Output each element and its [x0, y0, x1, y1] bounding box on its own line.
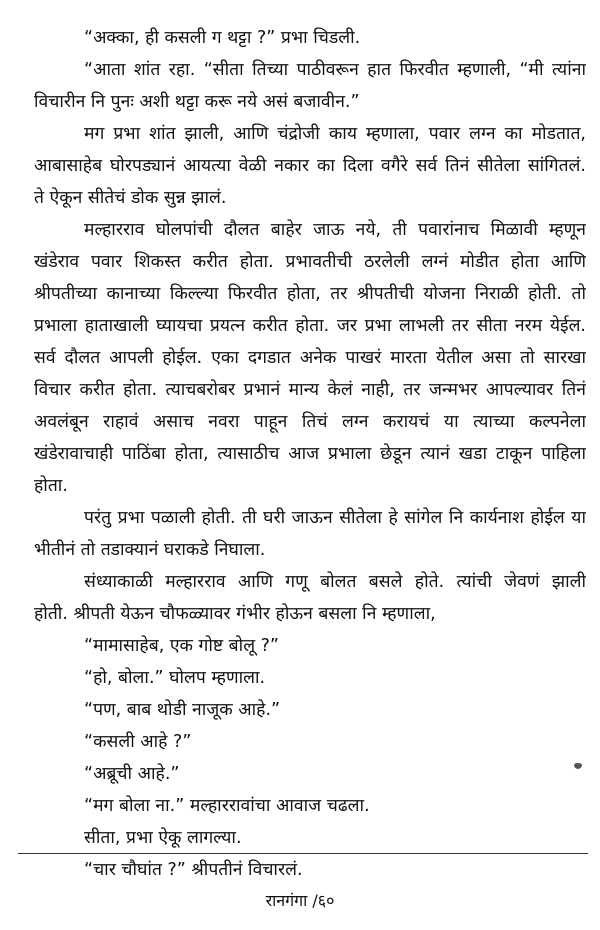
text-line: खंडेरावाचाही पाठिंबा होता, त्यासाठीच आज प्रभाला छेडून त्यानं खडा टाकून पाहिला: [34, 444, 586, 464]
text-line: विचार करीत होता. त्याचबरोबर प्रभानं मान्य केलं नाही, तर जन्मभर आपल्यावर तिनं: [34, 380, 586, 400]
text-line: “अक्का, ही कसली ग थट्टा ?” प्रभा चिडली.: [84, 28, 361, 48]
page-body-text: [34, 22, 586, 886]
text-line: भीतीनं तो तडाक्यानं घराकडे निघाला.: [34, 540, 266, 560]
text-line: होती. श्रीपती येऊन चौफळ्यावर गंभीर होऊन बसला नि म्हणाला,: [34, 604, 436, 624]
text-line: सीता, प्रभा ऐकू लागल्या.: [84, 828, 242, 848]
text-line: संध्याकाळी मल्हारराव आणि गणू बोलत बसले होते. त्यांची जेवणं झाली: [84, 572, 586, 592]
text-line: परंतु प्रभा पळाली होती. ती घरी जाऊन सीतेला हे सांगेल नि कार्यनाश होईल या: [84, 508, 586, 528]
text-line: अवलंबून राहावं असाच नवरा पाहून तिचं लग्न करायचं या त्याच्या कल्पनेला: [34, 412, 586, 432]
text-line: विचारीन नि पुनः अशी थट्टा करू नये असं बजावीन.”: [34, 92, 360, 112]
text-line: सर्व दौलत आपली होईल. एका दगडात अनेक पाखरं मारता येतील असा तो सारखा: [34, 348, 586, 368]
text-line: श्रीपतीच्या कानाच्या किल्ल्या फिरवीत होता, तर श्रीपतीची योजना निराळी होती. तो: [34, 284, 586, 304]
text-line: “आता शांत रहा. “सीता तिच्या पाठीवरून हात फिरवीत म्हणाली, “मी त्यांना: [84, 60, 586, 80]
text-line: प्रभाला हाताखाली घ्यायचा प्रयत्न करीत होता. जर प्रभा लाभली तर सीता नरम येईल.: [34, 316, 586, 336]
text-line: “पण, बाब थोडी नाजूक आहे.”: [84, 700, 281, 720]
text-line: खंडेराव पवार शिकस्त करीत होता. प्रभावतीची ठरलेली लग्नं मोडीत होता आणि: [34, 252, 586, 272]
text-line: आबासाहेब घोरपड्यानं आयत्या वेळी नकार का दिला वगैरे सर्व तिनं सीतेला सांगितलं.: [34, 156, 586, 176]
text-line: मल्हारराव घोलपांची दौलत बाहेर जाऊ नये, ती पवारांनाच मिळावी म्हणून: [84, 220, 586, 240]
page-footer: रानगंगा /६०: [265, 891, 335, 910]
text-line: “हो, बोला.” घोलप म्हणाला.: [84, 668, 266, 688]
text-line: ते ऐकून सीतेचं डोक सुन्न झालं.: [34, 188, 227, 208]
text-line: मग प्रभा शांत झाली, आणि चंद्रोजी काय म्हणाला, पवार लग्न का मोडतात,: [84, 124, 586, 144]
footer-rule: [18, 853, 588, 854]
text-line: “अब्रूची आहे.”: [84, 764, 180, 784]
text-line: होता.: [34, 476, 68, 496]
text-line: “चार चौघांत ?” श्रीपतीनं विचारलं.: [84, 860, 303, 880]
text-line: “कसली आहे ?”: [84, 732, 192, 752]
text-line: “मग बोला ना.” मल्हाररावांचा आवाज चढला.: [84, 796, 370, 816]
text-line: “मामासाहेब, एक गोष्ट बोलू ?”: [84, 636, 279, 656]
